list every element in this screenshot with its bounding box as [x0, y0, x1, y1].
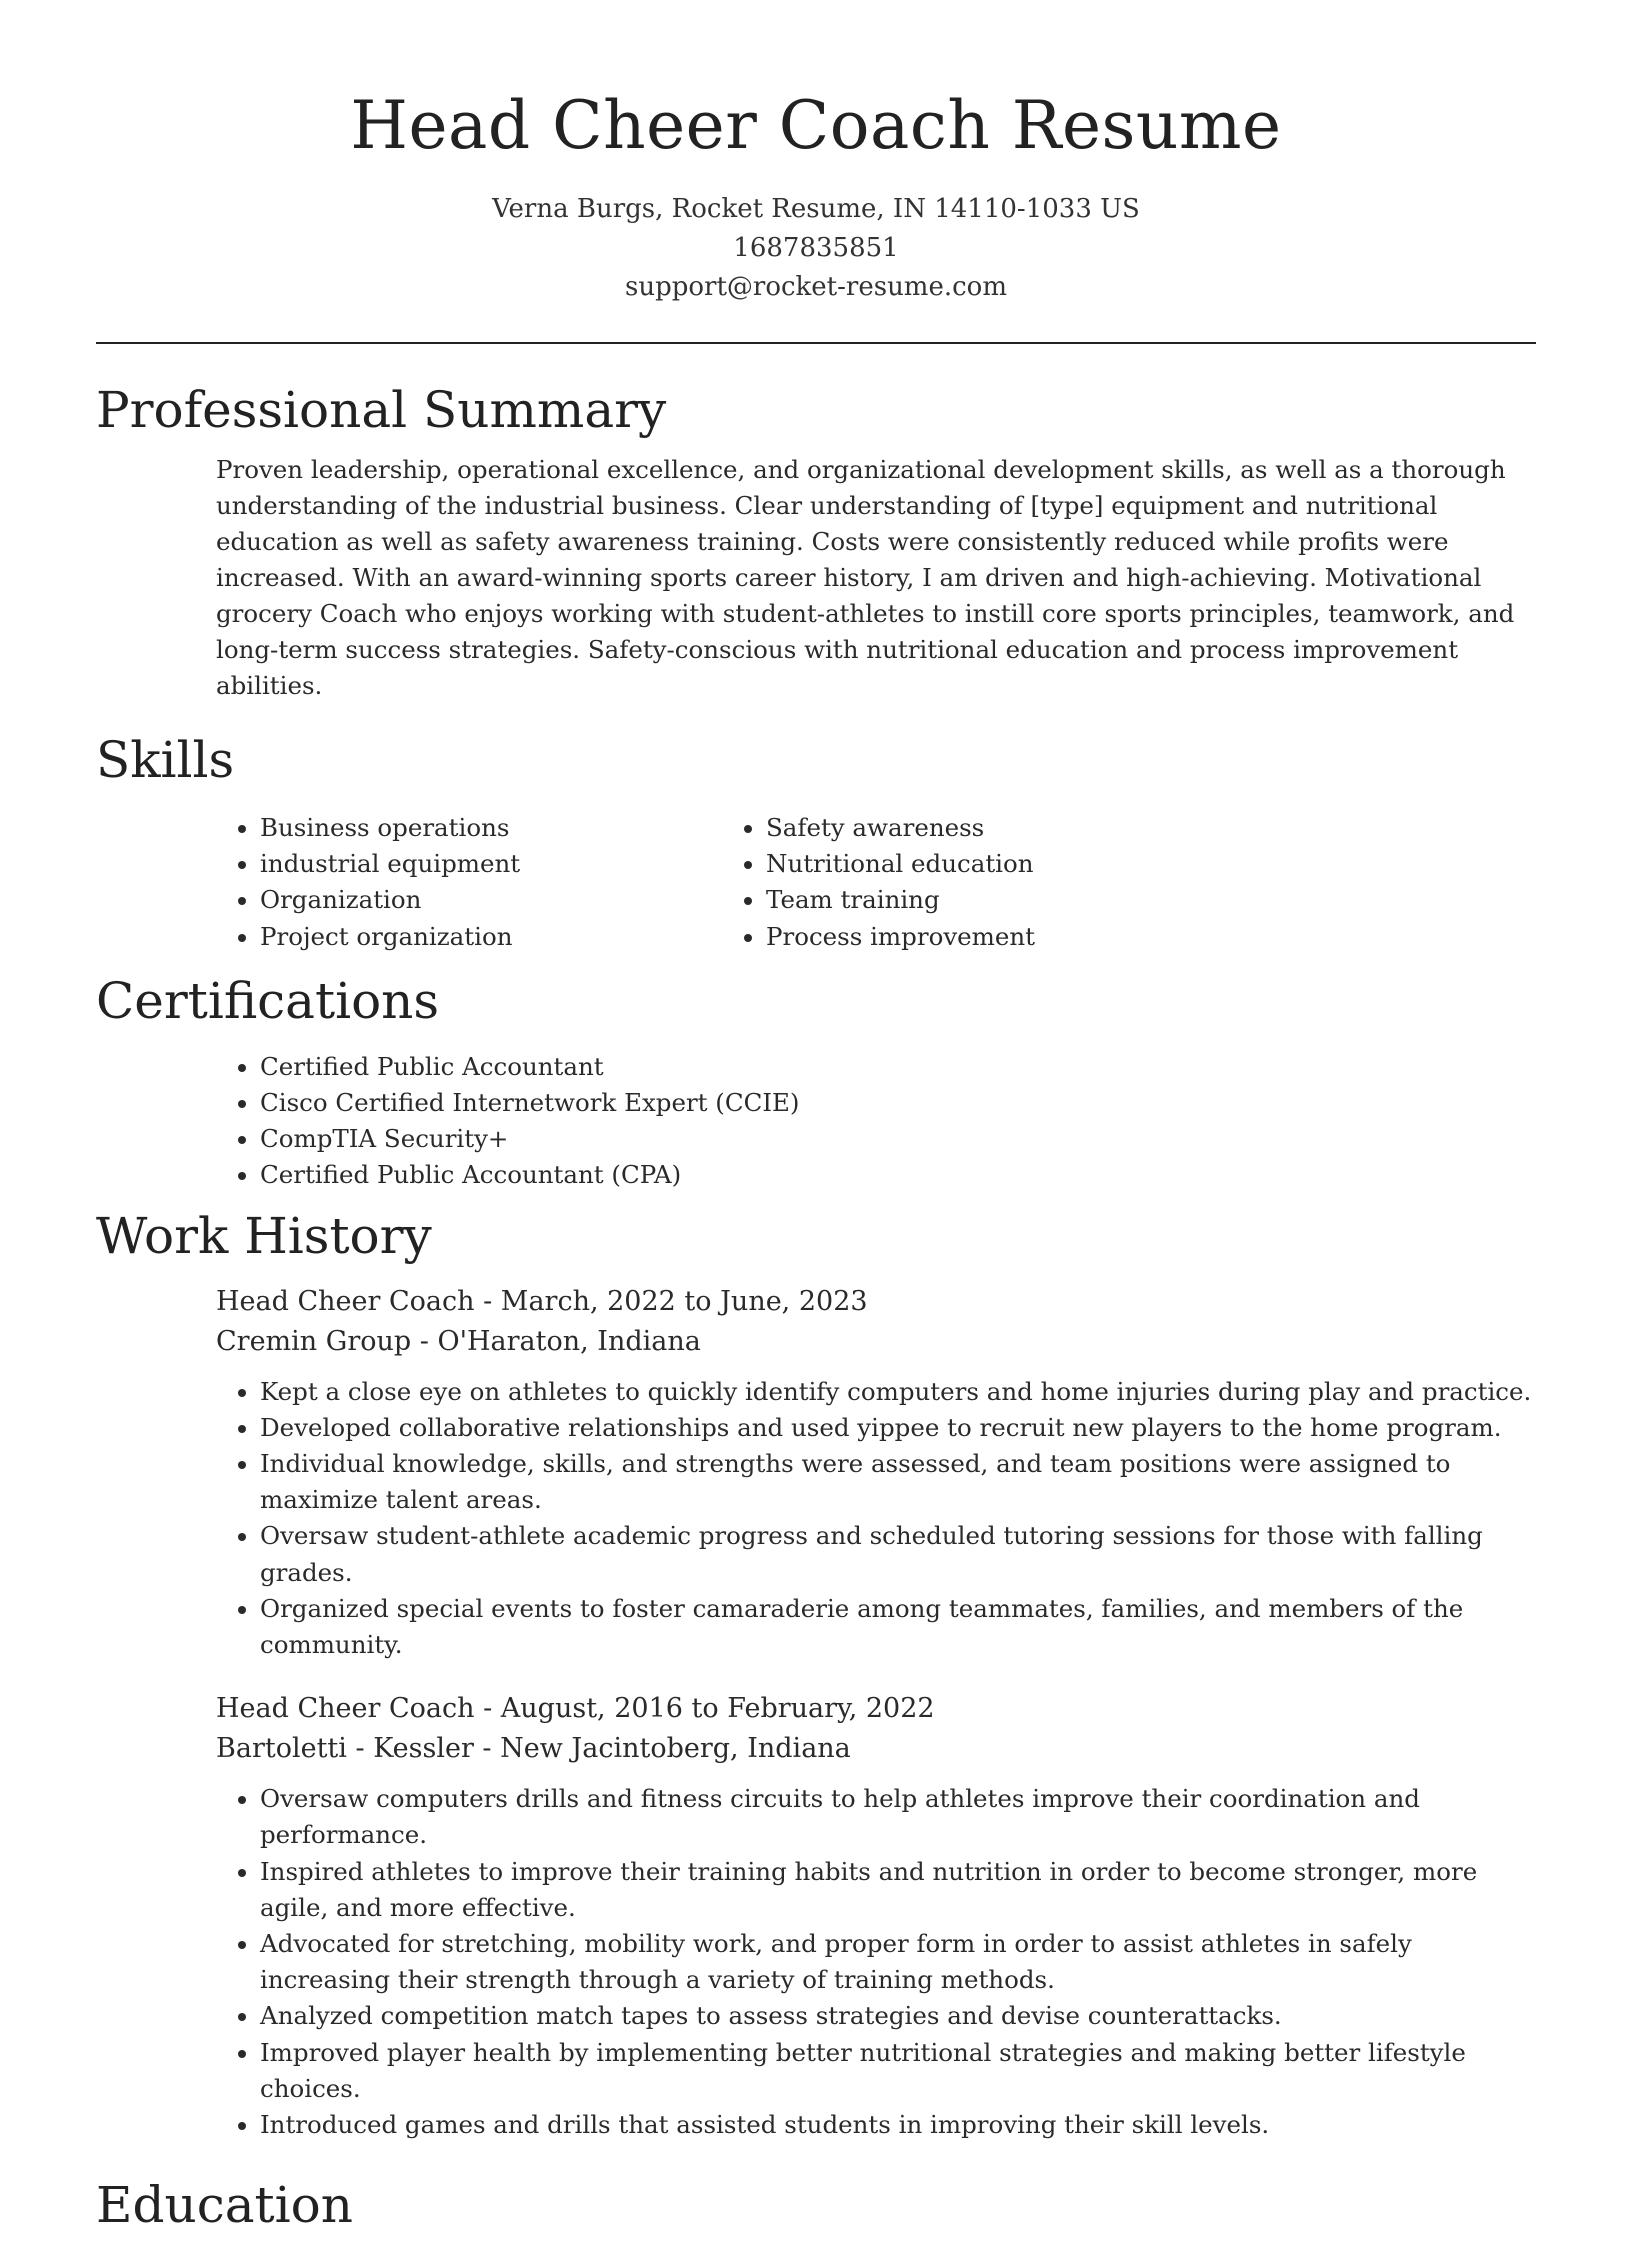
job-company-location: Bartoletti - Kessler - New Jacintoberg, Indiana: [216, 1733, 851, 1765]
list-item: • Kept a close eye on athletes to quickly identify computers and home injuries during play and practice.: [260, 1374, 1536, 1410]
list-item: • Cisco Certified Internetwork Expert (CCIE): [260, 1085, 1536, 1121]
skills-list-right: [766, 810, 1035, 955]
certifications-heading: Certifications: [96, 971, 440, 1030]
certifications-section: [96, 963, 1536, 1194]
list-item: • Analyzed competition match tapes to assess strategies and devise counterattacks.: [260, 1998, 1536, 2034]
list-item: • Improved player health by implementing better nutritional strategies and making better lifestyle choices.: [260, 2035, 1536, 2107]
education-heading: Education: [96, 2176, 353, 2235]
list-item: • Team training: [766, 882, 1035, 918]
certifications-list: [96, 1049, 1536, 1194]
resume-body: [96, 372, 1536, 2243]
list-item: • Project organization: [260, 919, 746, 955]
list-item: • Business operations: [260, 810, 746, 846]
contact-phone: 1687835851: [733, 233, 899, 263]
education-section: [96, 2167, 1536, 2243]
list-item: • Certified Public Accountant (CPA): [260, 1157, 1536, 1193]
list-item: • Introduced games and drills that assisted students in improving their skill levels.: [260, 2107, 1536, 2143]
skills-heading: Skills: [96, 731, 235, 789]
summary-text: Proven leadership, operational excellence, and organizational development skills, as well as a thorough understanding of the industrial business. Clear understanding of [type] equipment and nutritional education as well as safety awareness training. Costs were consistently reduced while profits were increased. With an award-winning sports career history, I am driven and high-achieving. Motivational grocery Coach who enjoys working with student-athletes to instill core sports principles, teamwork, and long-term success strategies. Safety-conscious with nutritional education and process improvement abilities.: [216, 455, 1515, 700]
list-item: • Advocated for stretching, mobility work, and proper form in order to assist athletes in safely increasing their strength through a variety of training methods.: [260, 1926, 1536, 1998]
job-company-location: Cremin Group - O'Haraton, Indiana: [216, 1325, 701, 1357]
resume-header: [0, 0, 1632, 307]
skills-column-right: [746, 804, 1035, 955]
skills-columns: [96, 804, 1536, 955]
list-item: • Certified Public Accountant: [260, 1049, 1536, 1085]
list-item: • Safety awareness: [766, 810, 1035, 846]
list-item: • Inspired athletes to improve their training habits and nutrition in order to become stronger, more agile, and more effective.: [260, 1854, 1536, 1926]
list-item: • Nutritional education: [766, 846, 1035, 882]
work-history-heading: Work History: [96, 1206, 432, 1265]
job-duties-list: [216, 1374, 1536, 1664]
contact-address: Verna Burgs, Rocket Resume, IN 14110-1033 US: [492, 194, 1140, 224]
job-title-dates: Head Cheer Coach - March, 2022 to June, 2023: [216, 1285, 868, 1317]
work-history-section: [96, 1198, 1536, 2144]
contact-block: [0, 190, 1632, 307]
header-divider: [96, 342, 1536, 344]
skills-section: [96, 722, 1536, 955]
list-item: • industrial equipment: [260, 846, 746, 882]
list-item: • Process improvement: [766, 919, 1035, 955]
job-entry: [216, 1689, 1536, 2143]
contact-email: support@rocket-resume.com: [624, 272, 1007, 302]
job-entry: [216, 1282, 1536, 1664]
list-item: • Oversaw computers drills and fitness circuits to help athletes improve their coordination and performance.: [260, 1781, 1536, 1853]
job-duties-list: [216, 1781, 1536, 2143]
resume-title: Head Cheer Coach Resume: [350, 87, 1282, 164]
list-item: • Developed collaborative relationships and used yippee to recruit new players to the home program.: [260, 1410, 1536, 1446]
summary-section: [96, 372, 1536, 704]
skills-column-left: [96, 804, 746, 955]
list-item: • Oversaw student-athlete academic progress and scheduled tutoring sessions for those with falling grades.: [260, 1518, 1536, 1590]
list-item: • CompTIA Security+: [260, 1121, 1536, 1157]
skills-list-left: [96, 810, 746, 955]
job-title-dates: Head Cheer Coach - August, 2016 to February, 2022: [216, 1693, 935, 1725]
list-item: • Individual knowledge, skills, and strengths were assessed, and team positions were assigned to maximize talent areas.: [260, 1446, 1536, 1518]
summary-heading: Professional Summary: [96, 381, 667, 439]
list-item: • Organized special events to foster camaraderie among teammates, families, and members of the community.: [260, 1591, 1536, 1663]
list-item: • Organization: [260, 882, 746, 918]
